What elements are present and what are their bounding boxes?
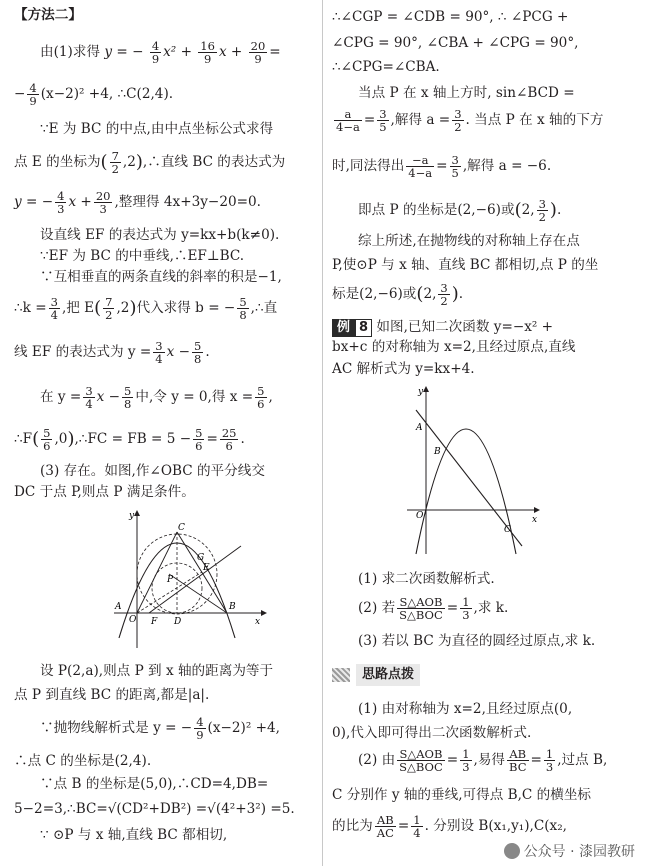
text-line: 由(1)求得 y = − $\frac{4}{9}$ x² + $\frac{16}{9}$ x + $\frac{20}{9}$ = xyxy=(40,39,281,66)
text-line: 标是(2,−6)或(2, $\frac{3}{2}$ ). xyxy=(332,281,464,308)
text-line: 即点 P 的坐标是(2,−6)或(2, $\frac{3}{2}$ ). xyxy=(358,197,562,224)
column-divider xyxy=(322,0,323,866)
y-axis-arrow xyxy=(134,510,140,516)
label-b: B xyxy=(229,602,236,612)
label-g: G xyxy=(197,553,205,563)
parabola-curve xyxy=(416,429,516,554)
label-c: C xyxy=(178,523,185,533)
label-y: y xyxy=(418,387,424,397)
label-p: P xyxy=(167,575,174,585)
label-b: B xyxy=(434,447,441,457)
parabola-line-figure xyxy=(402,384,542,556)
watermark: 公众号 · 漆园教研 xyxy=(500,840,639,862)
text-line: ∵互相垂直的两条直线的斜率的积是−1, xyxy=(40,269,282,285)
text-line: DC 于点 P,则点 P 满足条件。 xyxy=(14,484,195,500)
text-line: 5−2=3,∴BC=√(CD²+DB²) =√(4²+3²) =5. xyxy=(14,801,295,817)
label-o: O xyxy=(129,615,137,625)
text-line: ∴点 C 的坐标是(2,4). xyxy=(14,753,152,769)
text-line: (2) 由 S△AOB S△BOC = $\frac{1}{3}$ ,易得 $\frac{AB}{BC}$ = $\frac{1}{3}$ ,过点 B, xyxy=(358,747,608,774)
question-2: (2) 若 S△AOB S△BOC = $\frac{1}{3}$ ,求 k. xyxy=(358,595,509,622)
label-o: O xyxy=(416,511,424,521)
label-x: x xyxy=(255,617,261,627)
section-heading: 思路点拨 xyxy=(332,664,420,687)
text-line: y = − $\frac{4}{3}$ x + $\frac{20}{3}$ ,整理得 4x+3y−20=0. xyxy=(14,189,261,216)
label-a: A xyxy=(115,602,122,612)
text-line: 点 E 的坐标为( $\frac{7}{2}$ ,2),∴直线 BC 的表达式为 xyxy=(14,149,286,176)
text-line: 时,同法得出 $\frac{-a}{4-a}$ = $\frac{3}{5}$ ,解得 a = −6. xyxy=(332,153,552,180)
text-line: AC 解析式为 y=kx+4. xyxy=(332,361,475,377)
label-e: E xyxy=(203,563,210,573)
text-line: 的比为 $\frac{AB}{AC}$ = $\frac{1}{4}$ . 分别设 B(x₁,y₁),C(x₂, xyxy=(332,813,567,840)
text-line: ∠CPG = 90°, ∠CBA + ∠CPG = 90°, xyxy=(332,35,579,51)
text-line: P,使⊙P 与 x 轴、直线 BC 都相切,点 P 的坐 xyxy=(332,257,599,273)
example-line: 例 8 如图,已知二次函数 y=−x² + xyxy=(332,318,553,337)
text-line: ∴∠CGP = ∠CDB = 90°, ∴ ∠PCG + xyxy=(332,9,569,25)
label-f: F xyxy=(151,617,158,627)
text-line: ∵EF 为 BC 的中垂线,∴EF⊥BC. xyxy=(40,248,245,264)
text-line: ∴k = $\frac{3}{4}$ ,把 E( $\frac{7}{2}$ ,2)代入求得 b = − $\frac{5}{8}$ ,∴直 xyxy=(14,295,278,322)
label-y: y xyxy=(129,511,135,521)
text-line: ∵ ⊙P 与 x 轴,直线 BC 都相切, xyxy=(40,827,228,843)
section-pattern-icon xyxy=(332,668,350,682)
text-line: 线 EF 的表达式为 y = $\frac{3}{4}$ x − $\frac{5}{8}$ . xyxy=(14,339,210,366)
x-axis-arrow xyxy=(261,610,267,616)
text-line: bx+c 的对称轴为 x=2,且经过原点,直线 xyxy=(332,339,576,355)
text-line: − $\frac{4}{9}$ (x−2)² +4, ∴C(2,4). xyxy=(14,81,174,108)
text-line: $\frac{a}{4-a}$ = $\frac{3}{5}$ ,解得 a = $\frac{3}{2}$ . 当点 P 在 x 轴的下方 xyxy=(336,107,604,134)
text-line: (3) 存在。如图,作∠OBC 的平分线交 xyxy=(40,463,265,479)
text-line: ∴∠CPG=∠CBA. xyxy=(332,59,440,75)
example-number: 8 xyxy=(355,319,372,337)
text-line: 综上所述,在抛物线的对称轴上存在点 xyxy=(358,233,580,249)
wechat-icon xyxy=(504,843,520,859)
line-ef xyxy=(149,546,241,613)
segment-bc xyxy=(177,532,227,613)
bisector-bp xyxy=(169,574,227,613)
label-d: D xyxy=(174,617,182,627)
text-line: ∵点 B 的坐标是(5,0),∴CD=4,DB= xyxy=(40,776,269,792)
text-line: 设 P(2,a),则点 P 到 x 轴的距离为等于 xyxy=(40,663,274,679)
text-line: 设直线 EF 的表达式为 y=kx+b(k≠0). xyxy=(40,227,280,243)
label-c: C xyxy=(504,525,511,535)
x-axis-arrow xyxy=(534,507,540,513)
y-axis-arrow xyxy=(423,386,429,392)
text-line: ∵E 为 BC 的中点,由中点坐标公式求得 xyxy=(40,121,274,137)
text-line: (1) 由对称轴为 x=2,且经过原点(0, xyxy=(358,701,573,717)
question-1: (1) 求二次函数解析式. xyxy=(358,571,495,587)
label-a: A xyxy=(416,423,423,433)
text-line: 在 y = $\frac{3}{4}$ x − $\frac{5}{8}$ 中,令 y = 0,得 x = $\frac{5}{6}$ , xyxy=(40,384,273,411)
text-line: 0),代入即可得出二次函数解析式. xyxy=(332,725,532,741)
label-x: x xyxy=(532,515,538,525)
text-line: 点 P 到直线 BC 的距离,都是|a|. xyxy=(14,687,210,703)
parabola-circle-figure xyxy=(109,508,269,653)
text-line: 当点 P 在 x 轴上方时, sin∠BCD = xyxy=(358,85,575,101)
method-heading: 【方法二】 xyxy=(14,7,82,23)
example-badge: 例 xyxy=(332,319,355,337)
text-line: ∵抛物线解析式是 y = − $\frac{4}{9}$ (x−2)² +4, xyxy=(40,715,280,742)
text-line: ∴F( $\frac{5}{6}$ ,0),∴FC = FB = 5 − $\frac{5}{6}$ = $\frac{25}{6}$ . xyxy=(14,426,245,453)
text-line: C 分别作 y 轴的垂线,可得点 B,C 的横坐标 xyxy=(332,787,592,803)
question-3: (3) 若以 BC 为直径的圆经过原点,求 k. xyxy=(358,633,596,649)
segment-oc xyxy=(137,532,177,613)
